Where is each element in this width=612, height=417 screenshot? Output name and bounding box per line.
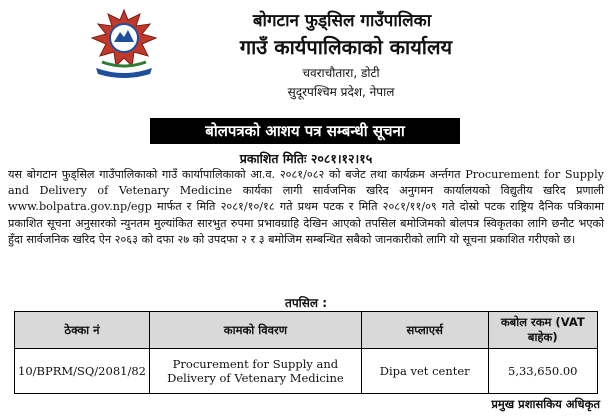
table-header-row <box>15 312 598 349</box>
column-header-contract-no: ठेक्का नं <box>15 312 150 349</box>
published-date: प्रकाशित मितिः २०८१।१२।१५ <box>239 151 373 166</box>
notice-body: यस बोगटान फुड्सिल गाउँपालिकाको गाउँ कार्यापालिकाको आ.व. २०८१/०८२ को बजेट तथा कार्यक्रम अर्न्तगत Procurement for Supply and Delivery of Vetenary Medicine कार्यका लागी सार्वजनिक खरिद अनुगमन कार्यालयको विद्युतीय खरिद प्रणाली www.bolpatra.gov.np/egp मार्फत र मिति २०८१/१०/१८ गते प्रथम पटक र मिति २०८१/११/०९ गते दोस्रो पटक राष्ट्रिय दैनिक पत्रिकामा प्रकाशित सूचना अनुसारको न्युनतम मुल्यांकित सारभुत रुपमा प्रभावग्राहि देखिन आएको तपसिल बमोजिमको बोलपत्र स्विकृतका लागि छनौट भएको हुँदा सार्वजनिक खरिद ऐन २०६३ को दफा २७ को उपदफा २ र ३ बमोजिम सम्बन्धित सबैको जानकारीको लागि यो सूचना प्रकाशित गरीएको छ। <box>8 168 604 246</box>
schedule-label: तपसिल : <box>285 296 327 310</box>
address-line-1: चवराचौतारा, डोटी <box>302 66 380 80</box>
cell-supplier: Dipa vet center <box>361 349 488 394</box>
municipality-name: बोगटान फुड्सिल गाउँपालिका <box>252 11 432 31</box>
cell-description: Procurement for Supply and Delivery of Vetenary Medicine <box>149 349 361 394</box>
notice-title: बोलपत्रको आशय पत्र सम्बन्धी सूचना <box>150 118 460 144</box>
office-name: गाउँ कार्यपालिकाको कार्यालय <box>239 35 453 59</box>
column-header-amount: कबोल रकम (VAT बाहेक) <box>488 312 597 349</box>
table-row <box>15 349 598 394</box>
award-table <box>14 311 598 394</box>
column-header-supplier: सप्लाएर्स <box>361 312 488 349</box>
signatory-title: प्रमुख प्रशासकिय अधिकृत <box>491 397 600 411</box>
column-header-description: कामको विवरण <box>149 312 361 349</box>
address-line-2: सुदूरपश्चिम प्रदेश, नेपाल <box>287 85 395 99</box>
cell-contract-no: 10/BPRM/SQ/2081/82 <box>15 349 150 394</box>
cell-amount: 5,33,650.00 <box>488 349 597 394</box>
